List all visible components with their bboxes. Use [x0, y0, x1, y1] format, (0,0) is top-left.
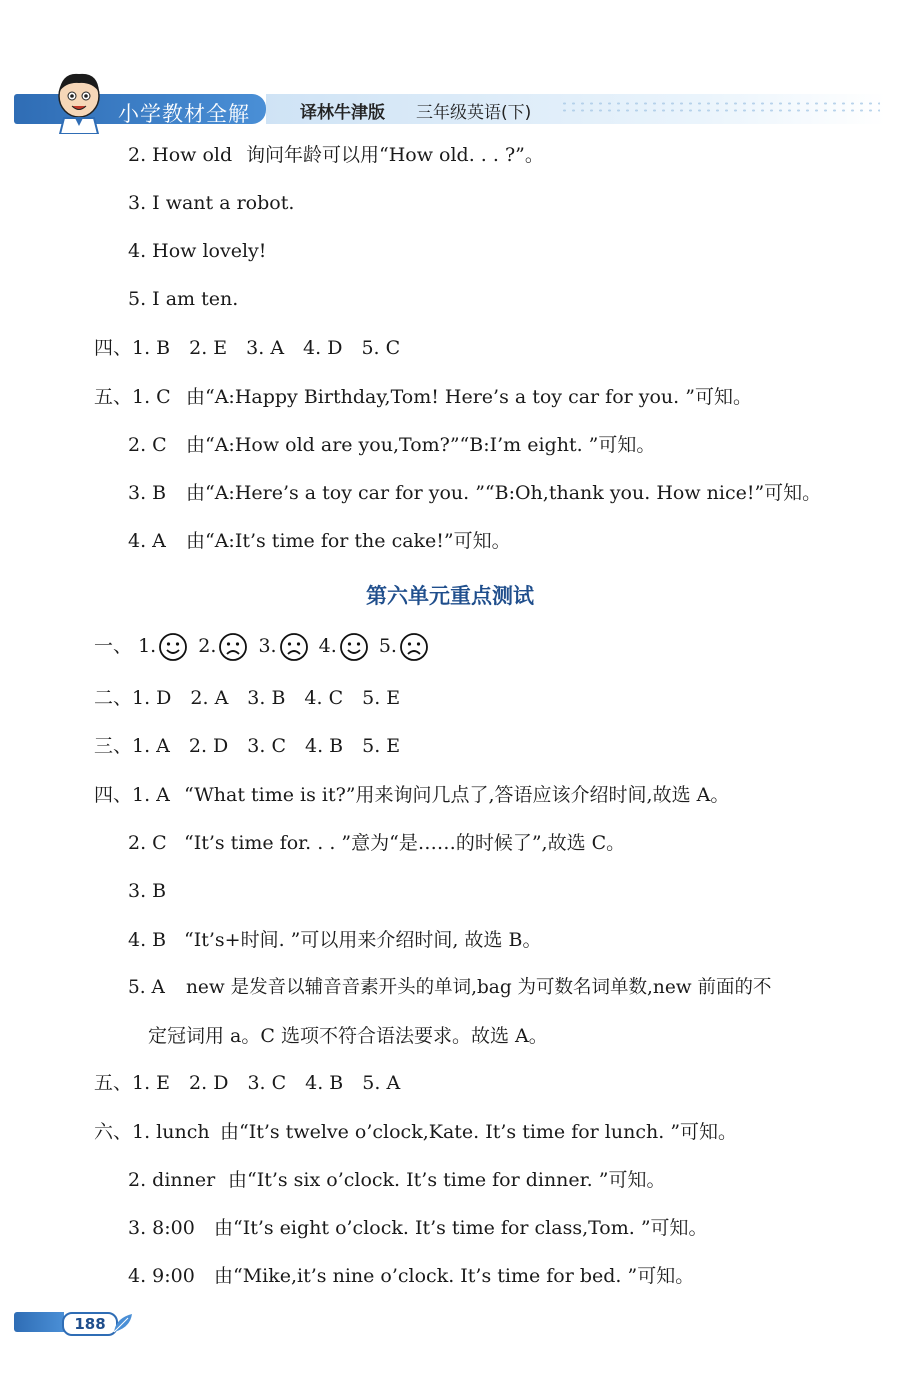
answer-line: [128, 1216, 708, 1240]
face-num: 1.: [138, 635, 157, 657]
answer-label: 5. A: [128, 977, 165, 998]
faces-line: [94, 630, 433, 662]
answer-note: “It’s time for. . . ”意为“是……的时候了”,故选 C。: [184, 832, 626, 854]
answer-note: “What time is it?”用来询问几点了,答语应该介绍时间,故选 A。: [184, 784, 730, 806]
answer-line: [128, 239, 266, 263]
header-dots: [560, 100, 880, 114]
answer-note: 由“A:Here’s a toy car for you. ”“B:Oh,thank you. How nice!”可知。: [186, 482, 822, 504]
answer-line: [94, 734, 400, 758]
answer-line: [128, 976, 772, 1000]
book-title: 小学教材全解: [118, 102, 250, 126]
section-prefix: 一、: [94, 635, 133, 657]
answer-line: [128, 287, 238, 311]
answer-note: 由“Mike,it’s nine o’clock. It’s time for bed. ”可知。: [214, 1265, 695, 1287]
sad-face-icon: [218, 632, 248, 662]
sad-face-icon: [399, 632, 429, 662]
answer-label: 3. 8:00: [128, 1217, 195, 1239]
face-item: [138, 635, 192, 657]
answer-line: [94, 336, 400, 360]
face-item: [198, 635, 252, 657]
answer-note: 询问年龄可以用“How old. . . ?”。: [246, 144, 544, 166]
answer-line: [128, 191, 294, 215]
answer-line: [128, 481, 821, 505]
answer-note: 由“A:How old are you,Tom?”“B:I’m eight. ”可知。: [186, 434, 656, 456]
grade-label: 三年级英语(下): [416, 103, 532, 123]
smiling-face-icon: [158, 632, 188, 662]
answer-label: 3. I want a robot.: [128, 192, 295, 214]
answer-line: [128, 1264, 694, 1288]
answer-label: 3. B: [128, 482, 167, 504]
answer-label: 三、1. A 2. D 3. C 4. B 5. E: [94, 735, 401, 757]
answer-line: [128, 1168, 665, 1192]
answer-note: 由“A:It’s time for the cake!”可知。: [186, 530, 511, 552]
face-num: 5.: [378, 635, 397, 657]
answer-line: [94, 686, 400, 710]
smiling-face-icon: [339, 632, 369, 662]
answer-line: [94, 1120, 737, 1144]
page-number: 188: [62, 1312, 118, 1336]
answer-line: [94, 783, 729, 807]
mascot-boy-icon: [48, 68, 110, 134]
answer-note: 由“It’s eight o’clock. It’s time for class,Tom. ”可知。: [214, 1217, 708, 1239]
answer-label: 4. How lovely!: [128, 240, 267, 262]
answer-label: 四、1. B 2. E 3. A 4. D 5. C: [94, 337, 401, 359]
answer-label: 5. I am ten.: [128, 288, 239, 310]
answer-label: 2. dinner: [128, 1169, 216, 1191]
section-title: 第六单元重点测试: [366, 584, 534, 608]
footer-bar: [14, 1312, 64, 1332]
answer-label: 4. B: [128, 929, 167, 951]
face-num: 4.: [318, 635, 337, 657]
answer-line: [128, 928, 541, 952]
answer-note: 定冠词用 a。C 选项不符合语法要求。故选 A。: [148, 1025, 548, 1047]
answer-line: [128, 143, 544, 167]
answer-line: [94, 385, 752, 409]
answer-note: 由“A:Happy Birthday,Tom! Here’s a toy car for you. ”可知。: [186, 386, 752, 408]
face-item: [379, 635, 433, 657]
answer-label: 4. 9:00: [128, 1265, 195, 1287]
page-header: [0, 60, 900, 140]
face-num: 2.: [198, 635, 217, 657]
answer-label: 六、1. lunch: [94, 1121, 210, 1143]
answer-label: 二、1. D 2. A 3. B 4. C 5. E: [94, 687, 401, 709]
sad-face-icon: [279, 632, 309, 662]
answer-note: 由“It’s six o’clock. It’s time for dinner. ”可知。: [228, 1169, 666, 1191]
answer-line: [128, 529, 511, 553]
leaf-icon: [112, 1312, 134, 1334]
answer-note: 由“It’s twelve o’clock,Kate. It’s time for lunch. ”可知。: [220, 1121, 738, 1143]
edition-label: 译林牛津版: [300, 103, 385, 123]
answer-line: [128, 433, 655, 457]
answer-label: 2. How old: [128, 144, 233, 166]
answer-label: 五、1. E 2. D 3. C 4. B 5. A: [94, 1072, 401, 1094]
answer-line: [148, 1024, 548, 1048]
answer-label: 2. C: [128, 434, 167, 456]
face-item: [258, 635, 312, 657]
face-num: 3.: [258, 635, 277, 657]
answer-label: 3. B: [128, 880, 167, 902]
answer-label: 2. C: [128, 832, 167, 854]
answer-label: 四、1. A: [94, 784, 170, 806]
answer-line: [94, 1071, 400, 1095]
answer-line: [128, 831, 625, 855]
answer-note: new 是发音以辅音音素开头的单词,bag 为可数名词单数,new 前面的不: [186, 977, 772, 998]
answer-line: [128, 879, 166, 903]
answer-note: “It’s+时间. ”可以用来介绍时间, 故选 B。: [184, 929, 542, 951]
answer-label: 五、1. C: [94, 386, 171, 408]
answer-label: 4. A: [128, 530, 166, 552]
face-item: [319, 635, 373, 657]
